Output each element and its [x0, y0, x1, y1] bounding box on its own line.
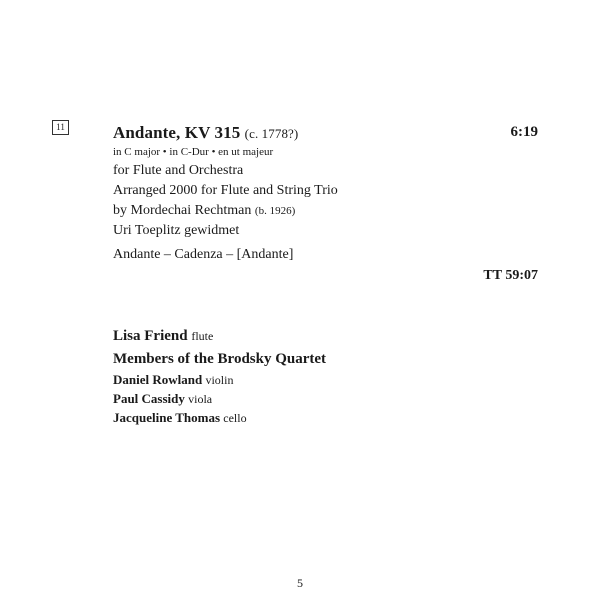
- arranger-name: by Mordechai Rechtman: [113, 203, 252, 218]
- work-title: Andante, KV 315: [113, 123, 241, 142]
- work-title-line: [113, 123, 298, 143]
- member-role: violin: [205, 373, 234, 387]
- member-name: Jacqueline Thomas: [113, 410, 221, 425]
- movements-line: Andante – Cadenza – [Andante]: [113, 247, 294, 262]
- page-number: 5: [297, 576, 303, 590]
- track-number-box: [52, 120, 69, 135]
- member-row: [113, 391, 212, 407]
- track-duration: 6:19: [510, 124, 538, 140]
- member-name: Daniel Rowland: [113, 372, 203, 387]
- ensemble-name: Members of the Brodsky Quartet: [113, 351, 327, 367]
- arranger-dates: (b. 1926): [254, 205, 296, 217]
- soloist-role: flute: [191, 329, 214, 343]
- soloist-line: [113, 328, 213, 345]
- work-date: (c. 1778?): [244, 126, 299, 141]
- member-name: Paul Cassidy: [113, 391, 185, 406]
- member-row: [113, 410, 247, 426]
- track-number: 11: [56, 122, 65, 132]
- key-designations: in C major • in C-Dur • en ut majeur: [113, 146, 274, 158]
- scoring-line: for Flute and Orchestra: [113, 163, 244, 178]
- member-role: cello: [223, 411, 247, 425]
- arranger-line: [113, 203, 295, 219]
- member-row: [113, 372, 233, 388]
- dedication-line: Uri Toeplitz gewidmet: [113, 223, 240, 238]
- arrangement-line: Arranged 2000 for Flute and String Trio: [113, 183, 338, 198]
- total-time: TT 59:07: [483, 268, 538, 283]
- soloist-name: Lisa Friend: [113, 328, 188, 344]
- member-role: viola: [188, 392, 213, 406]
